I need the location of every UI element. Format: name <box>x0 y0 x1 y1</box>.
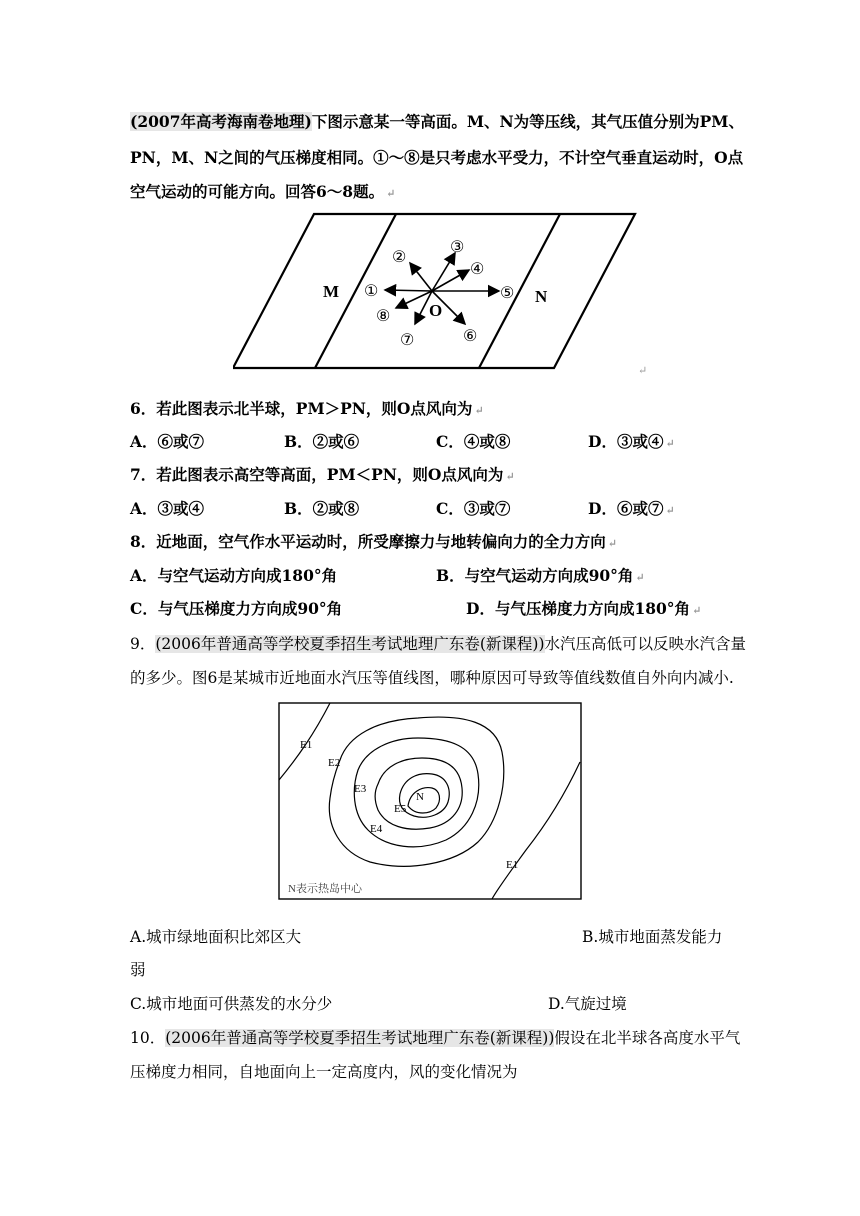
label-o: O <box>429 301 443 320</box>
arrow-8 <box>396 291 432 308</box>
q7-option-c: C．③或⑦ <box>436 499 511 518</box>
q9-line-1: 9．(2006年普通高等学校夏季招生考试地理广东卷(新课程))水汽压高低可以反映水汽含量 <box>130 635 747 653</box>
intro-line-1: (2007年高考海南卷地理)下图示意某一等高面。M、N为等压线，其气压值分别为PM、 <box>130 112 744 131</box>
q9-option-b: B.城市地面蒸发能力 <box>582 928 723 946</box>
arrow-7-label: ⑦ <box>400 332 415 349</box>
q8-option-a: A．与空气运动方向成180°角 <box>130 566 338 585</box>
q6-option-d: D．③或④ ↵ <box>588 432 675 451</box>
q8-option-b: B．与空气运动方向成90°角 ↵ <box>436 566 645 585</box>
q7-option-a: A．③或④ <box>130 499 205 518</box>
para-mark: ↵ <box>638 364 648 377</box>
map-frame <box>279 703 581 899</box>
q6-option-c: C．④或⑧ <box>436 432 511 451</box>
q9-option-a: A.城市绿地面积比郊区大 <box>130 928 302 946</box>
arrow-4-label: ④ <box>470 261 485 278</box>
isoline-e5 <box>400 774 450 818</box>
vapor-pressure-isoline-map <box>278 702 582 900</box>
label-e3: E3 <box>354 783 367 795</box>
map-caption: N表示热岛中心 <box>288 883 362 895</box>
label-e1: E1 <box>300 739 313 751</box>
q10-line-1: 10．(2006年普通高等学校夏季招生考试地理广东卷(新课程))假设在北半球各高度水平气 <box>130 1029 741 1047</box>
source-tag: (2007年高考海南卷地理) <box>130 112 312 131</box>
label-e2: E2 <box>328 757 341 769</box>
arrow-8-label: ⑧ <box>376 308 391 325</box>
arrow-6-label: ⑥ <box>463 328 478 345</box>
intro-line-2: PN，M、N之间的气压梯度相同。①～⑧是只考虑水平受力，不计空气垂直运动时，O点 <box>130 148 744 167</box>
q6-stem: 6．若此图表示北半球，PM＞PN，则O点风向为 ↵ <box>130 399 484 418</box>
q10-source-tag: (2006年普通高等学校夏季招生考试地理广东卷(新课程)) <box>165 1029 555 1047</box>
label-m: M <box>323 282 340 301</box>
q6-option-b: B．②或⑥ <box>284 432 360 451</box>
label-e4: E4 <box>370 823 383 835</box>
q8-stem: 8．近地面，空气作水平运动时，所受摩擦力与地转偏向力的全力方向 ↵ <box>130 532 618 551</box>
label-n-center: N <box>416 791 424 803</box>
q9-option-c: C.城市地面可供蒸发的水分少 <box>130 995 333 1013</box>
label-n: N <box>535 287 548 306</box>
label-e1-right: E1 <box>506 859 519 871</box>
q10-line-2: 压梯度力相同，自地面向上一定高度内，风的变化情况为 <box>130 1063 518 1081</box>
arrow-1-label: ① <box>364 283 379 300</box>
label-e5: E5 <box>394 803 407 815</box>
q7-option-b: B．②或⑧ <box>284 499 360 518</box>
intro-line-3: 空气运动的可能方向。回答6～8题。 ↵ <box>130 182 396 201</box>
q9-option-d: D.气旋过境 <box>548 995 627 1013</box>
q7-stem: 7．若此图表示高空等高面，PM＜PN，则O点风向为 ↵ <box>130 465 515 484</box>
arrow-3-label: ③ <box>450 239 465 256</box>
q9-option-b-wrap: 弱 <box>130 961 146 979</box>
arrow-1 <box>385 290 432 291</box>
arrow-2-label: ② <box>392 249 407 266</box>
q9-line-2: 的多少。图6是某城市近地面水汽压等值线图，哪种原因可导致等值线数值自外向内减小. <box>130 669 734 687</box>
q8-option-c: C．与气压梯度力方向成90°角 <box>130 599 343 618</box>
q8-option-d: D．与气压梯度力方向成180°角 ↵ <box>466 599 702 618</box>
isobar-diagram <box>233 212 643 372</box>
isoline-e1-right <box>492 762 580 899</box>
arrow-2 <box>410 263 432 291</box>
q9-source-tag: (2006年普通高等学校夏季招生考试地理广东卷(新课程)) <box>155 635 545 653</box>
arrow-5-label: ⑤ <box>500 285 515 302</box>
q7-option-d: D．⑥或⑦ ↵ <box>588 499 675 518</box>
q6-option-a: A．⑥或⑦ <box>130 432 205 451</box>
